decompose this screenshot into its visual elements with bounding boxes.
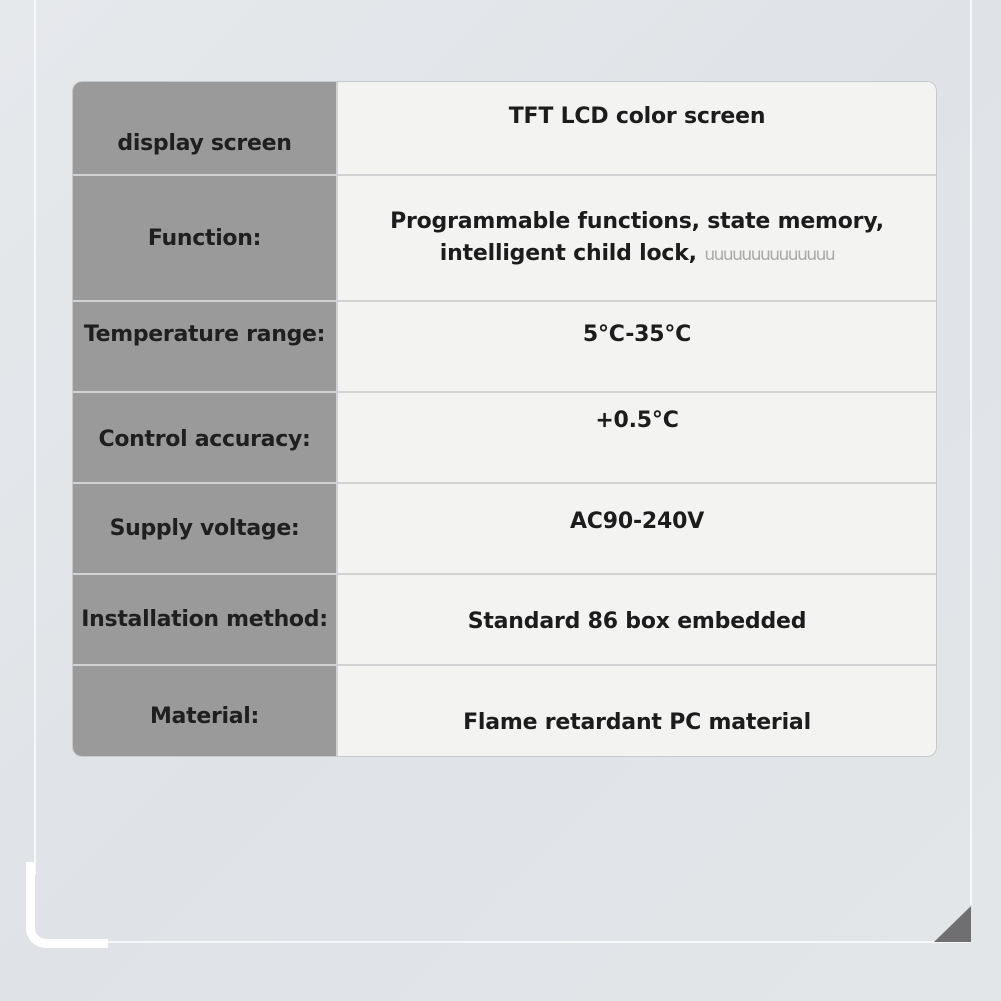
spec-value-text-line-2-main: intelligent child lock, xyxy=(439,241,697,266)
spec-row-installation-method xyxy=(73,573,936,664)
spec-value xyxy=(338,302,936,391)
corner-bracket-decoration xyxy=(26,862,108,948)
spec-value-text: AC90-240V xyxy=(569,509,705,534)
spec-value-faded-text: uuuuuuuuuuuuuu xyxy=(704,245,835,265)
spec-value xyxy=(338,176,936,300)
spec-row-temperature-range xyxy=(73,300,936,391)
spec-value-text-line-1: Programmable functions, state memory, xyxy=(390,209,884,234)
spec-row-control-accuracy xyxy=(73,391,936,482)
spec-label: display screen xyxy=(73,82,338,174)
spec-row-function xyxy=(73,174,936,300)
spec-value xyxy=(338,393,936,482)
spec-label: Supply voltage: xyxy=(73,484,338,573)
frame-left-line xyxy=(34,0,36,875)
spec-value-text: Standard 86 box embedded xyxy=(467,609,807,634)
spec-value-text: +0.5°C xyxy=(595,408,679,433)
spec-label: Temperature range: xyxy=(73,302,338,391)
spec-table xyxy=(73,82,936,756)
spec-label: Installation method: xyxy=(73,575,338,664)
spec-label: Material: xyxy=(73,666,338,756)
frame-bottom-line xyxy=(60,941,970,943)
corner-triangle-decoration xyxy=(934,906,971,942)
spec-value xyxy=(338,666,936,756)
spec-value-text-line-2 xyxy=(390,238,884,271)
spec-value xyxy=(338,484,936,573)
spec-value-text: 5°C-35°C xyxy=(582,322,692,347)
spec-row-material xyxy=(73,664,936,756)
spec-row-supply-voltage xyxy=(73,482,936,573)
spec-label: Function: xyxy=(73,176,338,300)
spec-label: Control accuracy: xyxy=(73,393,338,482)
spec-value xyxy=(338,82,936,174)
spec-value-text: Flame retardant PC material xyxy=(463,710,811,735)
spec-value xyxy=(338,575,936,664)
spec-row-display-screen xyxy=(73,82,936,174)
frame-right-line xyxy=(970,0,972,905)
spec-value-text: TFT LCD color screen xyxy=(508,104,766,129)
